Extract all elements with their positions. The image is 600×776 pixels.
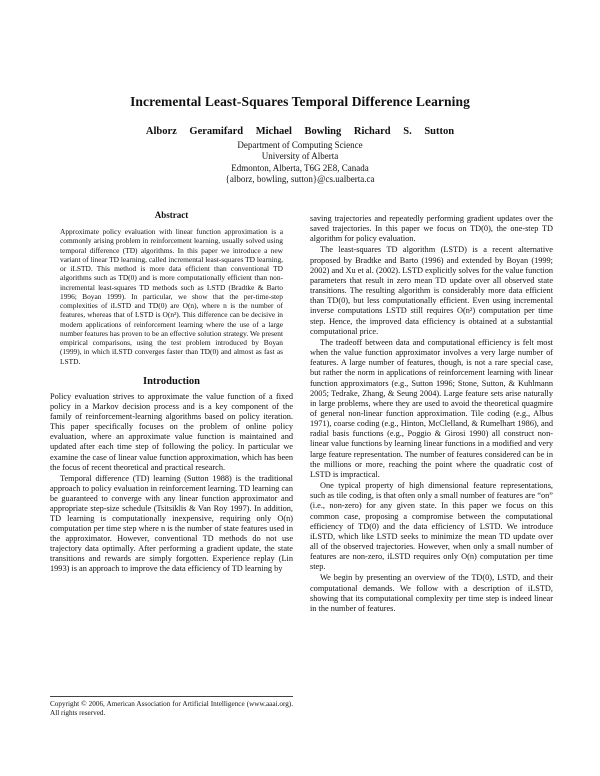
affiliation-line: Department of Computing Science [237,140,363,150]
paragraph: Temporal difference (TD) learning (Sutton 1988) is the traditional approach to policy evaluation in reinforcement learning. TD learning can be guaranteed to converge with any linear function approximator and appropriate step-size schedule (Tsitsiklis & Van Roy 1997). In addition, TD learning is computationally inexpensive, requiring only O(n) computation per time step where n is the number of state features used in the approximator. However, conventional TD methods do not use trajectory data optimally. After performing a gradient update, the state transitions and rewards are simply forgotten. Experience replay (Lin 1993) is an approach to improve the data efficiency of TD learning by [50,473,293,574]
paragraph: saving trajectories and repeatedly performing gradient updates over the saved trajectories. In this paper we focus on TD(0), the one-step TD algorithm for policy evaluation. [310,214,553,244]
paragraph: One typical property of high dimensional feature representations, such as tile coding, is that often only a small number of features are “on” (i.e., non-zero) for any given state. In this paper we focus on this common case, proposing a compromise between the computational efficiency of TD(0) and the data efficiency of LSTD. We introduce iLSTD, which like LSTD seeks to minimize the mean TD update over all of the observed trajectories. However, when only a small number of features are non-zero, iLSTD requires only O(n) computation per time step. [310,481,553,572]
copyright-notice: Copyright © 2006, American Association for Artificial Intelligence (www.aaai.org). All rights reserved. [50,696,293,718]
paragraph: The least-squares TD algorithm (LSTD) is a recent alternative proposed by Bradtke and Barto (1996) and extended by Boyan (1999; 2002) and Xu et al. (2002). LSTD explicitly solves for the value function parameters that result in zero mean TD update over all observed state transitions. The resulting algorithm is considerably more data efficient than TD(0), but less computationally efficient. Even using incremental inverse computations LSTD still requires O(n²) computation per time step. Hence, the improved data efficiency is obtained at a substantial computational price. [310,245,553,336]
introduction-heading: Introduction [143,375,200,387]
affiliation-line: Edmonton, Alberta, T6G 2E8, Canada [231,162,369,173]
introduction-body [50,392,293,574]
abstract-text: Approximate policy evaluation with linear function approximation is a commonly arising problem in reinforcement learning, usually solved using temporal difference (TD) algorithms. In this paper we introduce a new variant of linear TD learning, called incremental least-squares TD learning, or iLSTD. This method is more data efficient than conventional TD algorithms such as TD(0) and is more computationally efficient than non-incremental least-squares TD methods such as LSTD (Bradtke & Barto 1996; Boyan 1999). In particular, we show that the per-time-step complexities of iLSTD and TD(0) are O(n), where n is the number of features, whereas that of LSTD is O(n²). This difference can be decisive in modern applications of reinforcement learning where the use of a large number features has proven to be an effective solution strategy. We present empirical comparisons, using the test problem introduced by Boyan (1999), in which iLSTD converges faster than TD(0) and almost as fast as LSTD. [60,227,283,366]
left-column [50,210,293,574]
affiliation-line: University of Alberta [261,151,339,162]
paragraph: Policy evaluation strives to approximate the value function of a fixed policy in a Markov decision process and is a key component of the family of reinforcement-learning algorithms based on policy iteration. This paper specifically focuses on the problem of online policy evaluation, where an approximate value function is maintained and updated after each time step of following the policy. In particular we examine the case of linear value function approximation, which has been the focus of recent theoretical and practical research. [50,392,293,472]
right-column [310,214,553,614]
author-name: Michael Bowling [255,126,342,137]
paragraph: The tradeoff between data and computational efficiency is felt most when the value function approximator involves a very large number of features. A large number of features, though, is not a rare special case, but rather the norm in applications of reinforcement learning with linear function approximators (e.g., Sutton 1996; Stone, Sutton, & Kuhlmann 2005; Tedrake, Zhang, & Seung 2004). Large feature sets arise naturally in large problems, where they are used to avoid the theoretical quagmire of general non-linear function approximation. Tile coding (e.g., Albus 1971), coarse coding (e.g., Hinton, McClelland, & Rumelhart 1986), and radial basis functions (e.g., Poggio & Girosi 1990) all construct non-linear value functions by learning linear functions in a modified and very large feature representation. The number of features considered can be in the millions or more, reaching the point where the quadratic cost of LSTD is impractical. [310,337,553,479]
paper-title: Incremental Least-Squares Temporal Difference Learning [130,94,470,109]
author-emails: {alborz, bowling, sutton}@cs.ualberta.ca [225,174,375,185]
affiliation-block [0,140,600,186]
author-list [0,126,600,137]
paragraph: We begin by presenting an overview of the TD(0), LSTD, and their computational demands. We follow with a description of iLSTD, showing that its computational complexity per time step is indeed linear in the number of features. [310,573,553,613]
author-name: Alborz Geramifard [145,126,244,137]
author-name: Richard S. Sutton [353,126,455,137]
abstract-heading: Abstract [154,210,189,220]
